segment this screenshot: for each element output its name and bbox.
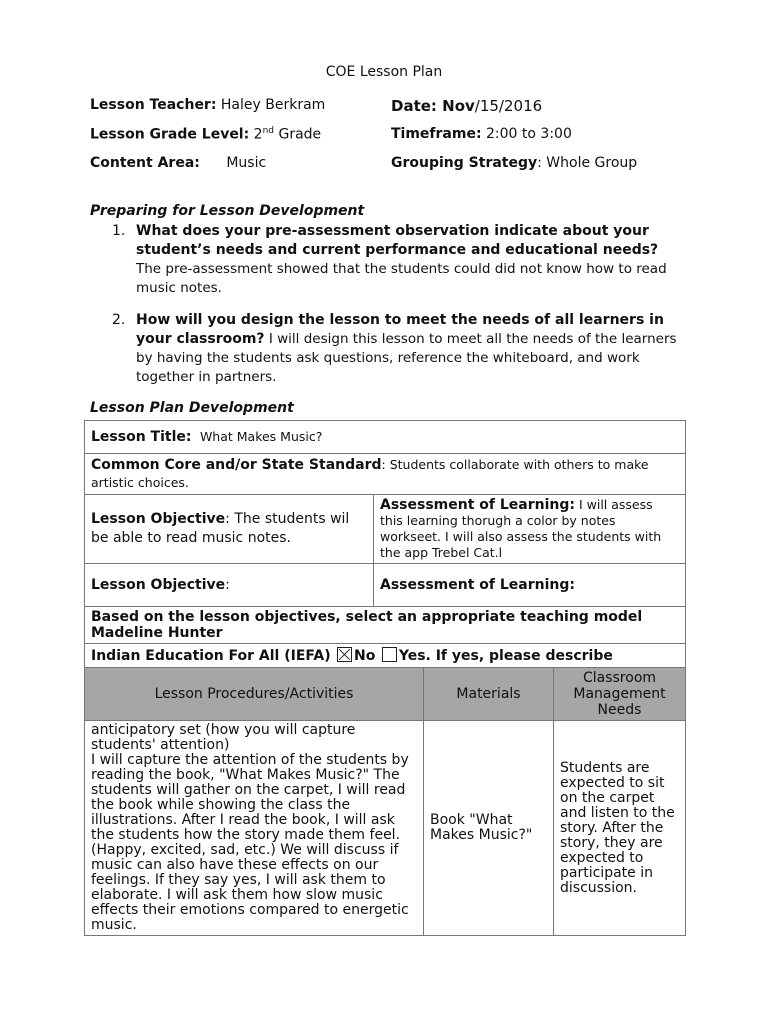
content-value: Music bbox=[226, 155, 267, 171]
timeframe-row bbox=[391, 126, 572, 142]
iefa-row bbox=[85, 644, 686, 668]
teaching-model-label: Based on the lesson objectives, select an appropriate teaching model bbox=[91, 609, 643, 625]
management-col-header: Classroom Management Needs bbox=[554, 668, 686, 721]
lesson-title-label: Lesson Title: bbox=[91, 429, 192, 445]
teacher-row bbox=[90, 97, 325, 113]
date-value: /15/2016 bbox=[474, 97, 543, 115]
procedures-materials: Book "What Makes Music?" bbox=[424, 721, 554, 936]
objective-2-row bbox=[85, 564, 686, 607]
assessment-1-value: I will assess this learning thorugh a color by notes workseet. I will also assess the students with the app Trebel Cat.l bbox=[380, 497, 662, 560]
procedures-activities: anticipatory set (how you will capture students' attention) I will capture the attention of the students by reading the book, "What Makes Music?" The students will gather on the carpet, I will read the book while showing the class the illustrations. After I read the book, I will ask the students how the story made them feel. (Happy, excited, sad, etc.) We will discuss if music can also have these effects on our feelings. If they say yes, I will ask them to elaborate. I will ask them how slow music effects their emotions compared to energetic music. bbox=[85, 721, 424, 936]
assessment-2-label: Assessment of Learning: bbox=[380, 577, 575, 593]
timeframe-label: Timeframe: bbox=[391, 126, 482, 142]
question-1-answer: The pre-assessment showed that the students could did not know how to read music notes. bbox=[136, 261, 667, 296]
preparing-heading: Preparing for Lesson Development bbox=[90, 203, 365, 219]
content-label: Content Area: bbox=[90, 155, 200, 171]
date-label: Date: Nov bbox=[391, 97, 475, 115]
date-row bbox=[391, 97, 542, 115]
procedures-header-row bbox=[85, 668, 686, 721]
document-title: COE Lesson Plan bbox=[325, 64, 443, 80]
objective-2-value: : bbox=[225, 577, 230, 593]
grouping-value: : Whole Group bbox=[537, 155, 638, 171]
grouping-label: Grouping Strategy bbox=[391, 155, 538, 171]
question-2-text: How will you design the lesson to meet the needs of all learners in your classroom? bbox=[136, 312, 664, 347]
teacher-value: Haley Berkram bbox=[220, 97, 326, 113]
materials-col-header: Materials bbox=[424, 668, 554, 721]
development-heading: Lesson Plan Development bbox=[90, 400, 294, 416]
assessment-1-label: Assessment of Learning: bbox=[380, 497, 575, 513]
question-2-answer: I will design this lesson to meet all the needs of the learners by having the students ask questions, reference the whiteboard, and work together in partners. bbox=[136, 331, 677, 385]
grade-value-rest: Grade bbox=[274, 126, 322, 143]
objective-1-label: Lesson Objective bbox=[91, 511, 226, 527]
procedures-row bbox=[85, 721, 686, 936]
iefa-yes-label: Yes. If yes, please describe bbox=[398, 648, 613, 664]
iefa-label: Indian Education For All (IEFA) bbox=[91, 648, 331, 664]
teaching-model-value: Madeline Hunter bbox=[91, 625, 223, 641]
iefa-no-label: No bbox=[354, 648, 376, 664]
teaching-model-row bbox=[85, 607, 686, 644]
question-1 bbox=[112, 222, 682, 298]
grade-value-sup: nd bbox=[262, 126, 275, 136]
question-2 bbox=[112, 311, 682, 387]
lesson-title-row bbox=[85, 421, 686, 454]
iefa-yes-checkbox[interactable] bbox=[382, 647, 397, 662]
grade-value-num: 2 bbox=[253, 126, 263, 143]
question-2-number: 2. bbox=[112, 312, 126, 328]
grouping-row bbox=[391, 155, 637, 171]
objective-2-label: Lesson Objective bbox=[91, 577, 226, 593]
grade-label: Lesson Grade Level: bbox=[90, 126, 250, 143]
question-1-number: 1. bbox=[112, 223, 126, 239]
standard-row bbox=[85, 454, 686, 495]
lesson-plan-table bbox=[84, 420, 686, 936]
iefa-no-checkbox[interactable] bbox=[337, 647, 352, 662]
objective-1-row bbox=[85, 495, 686, 564]
standard-label: Common Core and/or State Standard bbox=[91, 457, 382, 473]
standard-value: : Students collaborate with others to make artistic choices. bbox=[91, 457, 649, 490]
timeframe-value: 2:00 to 3:00 bbox=[486, 126, 572, 142]
objective-1-value: : The students wil be able to read music notes. bbox=[91, 511, 350, 546]
lesson-title-value: What Makes Music? bbox=[199, 429, 323, 444]
procedures-col-header: Lesson Procedures/Activities bbox=[85, 668, 424, 721]
teacher-label: Lesson Teacher: bbox=[90, 97, 217, 113]
procedures-management: Students are expected to sit on the carpet and listen to the story. After the story, they are expected to participate in discussion. bbox=[554, 721, 686, 936]
grade-row bbox=[90, 126, 321, 143]
content-row bbox=[90, 155, 266, 171]
question-1-text: What does your pre-assessment observation indicate about your student’s needs and current performance and educational needs? bbox=[136, 223, 659, 258]
